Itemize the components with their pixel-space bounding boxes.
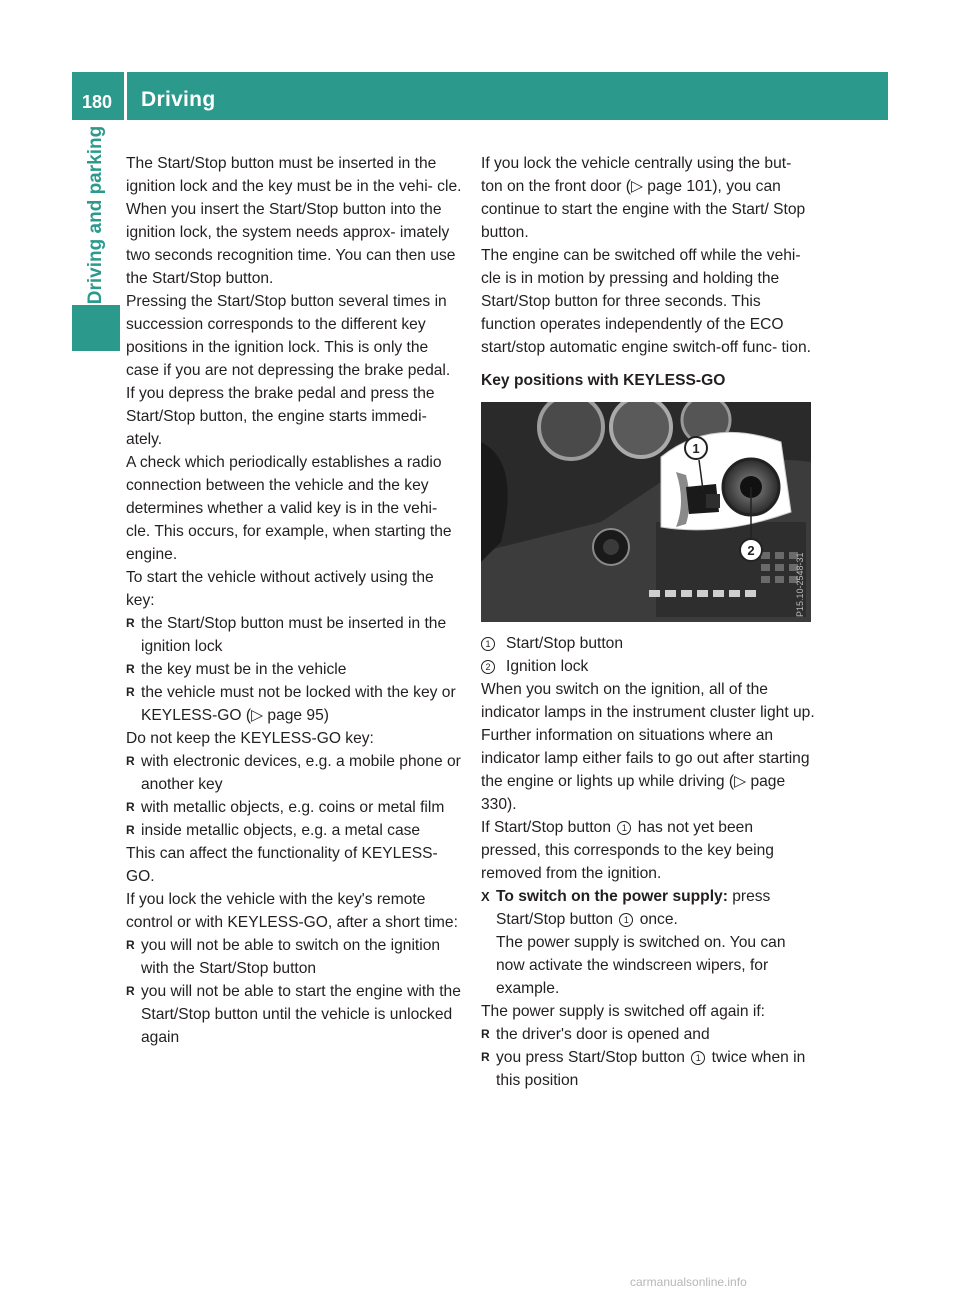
callout-1-icon: 1 <box>481 637 495 651</box>
paragraph-text: When you switch on the ignition, all of the indicator lamps in the instrument cluster light up. Further information on situations where an indicator lamp either fails to go out after starting the engine or lights up while driving ( <box>481 681 815 790</box>
paragraph: This can affect the functionality of KEYLESS- GO. <box>126 845 438 885</box>
page-ref-arrow-icon: ▷ <box>630 178 643 195</box>
paragraph: The engine can be switched off while the vehi- cle is in motion by pressing and holding the Start/Stop button for three seconds. This function operates independently of the ECO start/stop automatic engine switch-off func- tion. <box>481 247 811 356</box>
gauge-left <box>539 402 603 459</box>
paragraph: If you depress the brake pedal and press the Start/Stop button, the engine starts immedi- ately. <box>126 385 435 448</box>
paragraph-text: If Start/Stop button <box>481 819 616 836</box>
callout-1-icon: 1 <box>619 913 633 927</box>
bullet-text: twice when in this position <box>496 1049 806 1089</box>
paragraph: When you insert the Start/Stop button into the ignition lock, the system needs approx- imately two seconds recognition time. You can then use the Start/Stop button. <box>126 201 456 287</box>
bullet-item: R the driver's door is opened and <box>481 1023 817 1046</box>
paragraph: A check which periodically establishes a radio connection between the vehicle and the key determines whether a valid key is in the vehi- cle. This occurs, for example, when starting the engine. <box>126 454 452 563</box>
section-title: Driving <box>141 88 216 111</box>
keyless-go-photo <box>481 402 811 622</box>
side-label <box>72 125 120 305</box>
step-label: To switch on the power supply: <box>496 888 728 905</box>
bullet-text: the vehicle must not be locked with the key or KEYLESS-GO ( <box>141 684 456 724</box>
bullet-item: R you will not be able to start the engine with the Start/Stop button until the vehicle is unlocked again <box>126 980 462 1049</box>
header-divider <box>124 72 127 120</box>
callout-2-label: 2 <box>747 543 755 558</box>
page-ref-link[interactable]: page 330). <box>481 773 786 813</box>
paragraph: To start the vehicle without actively using the key: <box>126 569 434 609</box>
paragraph <box>481 816 817 885</box>
instruction-step <box>481 885 817 1000</box>
image-caption <box>481 632 817 655</box>
page-ref-arrow-icon: ▷ <box>734 773 747 790</box>
bullet-item <box>126 681 462 727</box>
page-ref-link[interactable]: page 95) <box>263 707 329 724</box>
bullet-item: R with metallic objects, e.g. coins or metal film <box>126 796 462 819</box>
image-caption <box>481 655 817 678</box>
paragraph: Pressing the Start/Stop button several times in succession corresponds to the different key positions in the ignition lock. This is only the case if you are not depressing the brake pedal. <box>126 293 451 379</box>
paragraph-text: If you lock the vehicle centrally using the but- ton on the front door ( <box>481 155 792 195</box>
right-column <box>481 152 817 1092</box>
bullet-text: you press Start/Stop button <box>496 1049 690 1066</box>
paragraph-text: has not yet been pressed, this corresponds to the key being removed from the ignition. <box>481 819 774 882</box>
side-block <box>72 305 120 351</box>
paragraph: The power supply is switched off again if: <box>481 1003 766 1020</box>
page-ref-link[interactable]: page 101), you can continue to start the engine with the Start/ Stop button. <box>481 178 806 241</box>
section-heading: Key positions with KEYLESS-GO <box>481 372 726 389</box>
bullet-item: R with electronic devices, e.g. a mobile phone or another key <box>126 750 462 796</box>
caption-text: Ignition lock <box>506 658 589 675</box>
left-column <box>126 152 462 1049</box>
page-ref-arrow-icon: ▷ <box>251 707 264 724</box>
bullet-item <box>481 1046 817 1092</box>
watermark: carmanualsonline.info <box>630 1275 747 1289</box>
step-text: once. <box>635 911 678 928</box>
bullet-item: R inside metallic objects, e.g. a metal case <box>126 819 462 842</box>
step-result: The power supply is switched on. You can now activate the windscreen wipers, for example. <box>496 934 786 997</box>
gauge-middle <box>611 402 671 457</box>
callout-1-icon: 1 <box>691 1051 705 1065</box>
paragraph: If you lock the vehicle with the key's remote control or with KEYLESS-GO, after a short time: <box>126 891 458 931</box>
bullet-item: R the key must be in the vehicle <box>126 658 462 681</box>
paragraph: Do not keep the KEYLESS-GO key: <box>126 730 374 747</box>
caption-text: Start/Stop button <box>506 635 624 652</box>
step-text: press Start/Stop button <box>496 888 771 928</box>
callout-1-icon: 1 <box>617 821 631 835</box>
image-code: P15.10-2548-31 <box>795 552 805 617</box>
bullet-item: R you will not be able to switch on the ignition with the Start/Stop button <box>126 934 462 980</box>
page-number: 180 <box>82 92 113 112</box>
paragraph <box>481 152 817 244</box>
callout-1-label: 1 <box>692 441 700 456</box>
paragraph: The Start/Stop button must be inserted in the ignition lock and the key must be in the vehi- cle. <box>126 155 462 195</box>
side-label-text: Driving and parking <box>85 125 106 305</box>
callout-2-icon: 2 <box>481 660 495 674</box>
paragraph <box>481 678 817 816</box>
bullet-item: R the Start/Stop button must be inserted in the ignition lock <box>126 612 462 658</box>
